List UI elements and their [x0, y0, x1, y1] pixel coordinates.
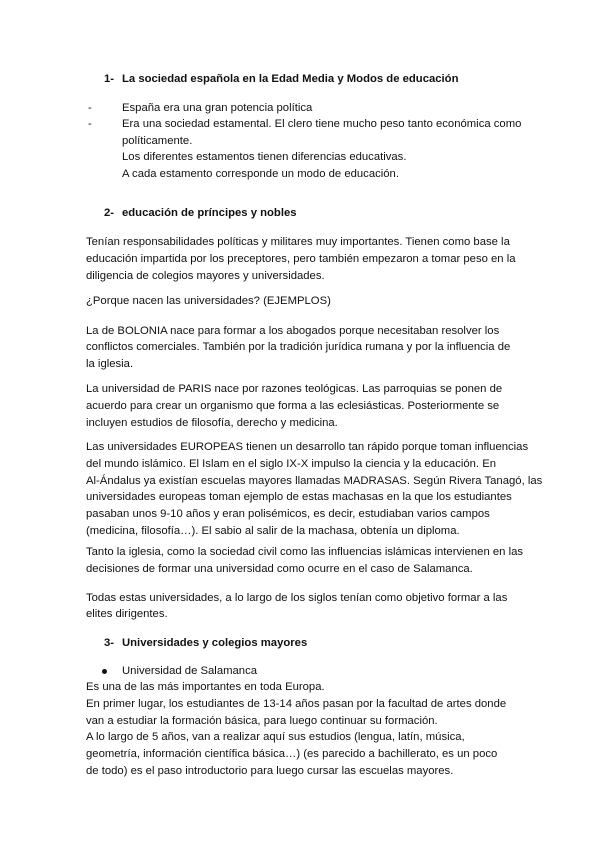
- text-line: diligencia de colegios mayores y universidades.: [86, 270, 325, 282]
- text-line: del mundo islámico. El Islam en el siglo IX-X impulso la ciencia y la educación. En: [86, 458, 497, 470]
- text-line: la iglesia.: [86, 358, 134, 370]
- text-line: A lo largo de 5 años, van a realizar aquí sus estudios (lengua, latín, música,: [86, 731, 465, 743]
- section-heading: educación de príncipes y nobles: [122, 207, 297, 219]
- text-line: La universidad de PARIS nace por razones teológicas. Las parroquias se ponen de: [86, 383, 503, 395]
- dash-bullet: -: [88, 118, 92, 130]
- list-item: Universidad de Salamanca: [122, 665, 258, 677]
- text-line: universidades europeas toman ejemplo de estas machasas en la que los estudiantes: [86, 491, 512, 503]
- text-line: decisiones de formar una universidad como ocurre en el caso de Salamanca.: [86, 563, 473, 575]
- text-line: geometría, información científica básica…) (es parecido a bachillerato, es un poco: [86, 748, 498, 760]
- text-line: incluyen estudios de filosofía, derecho y medicina.: [86, 417, 338, 429]
- question-line: ¿Porque nacen las universidades? (EJEMPLOS): [86, 295, 331, 307]
- bullet-dot-icon: [102, 669, 107, 674]
- list-item: España era una gran potencia política: [122, 102, 313, 114]
- text-line: Tenían responsabilidades políticas y militares muy importantes. Tienen como base la: [86, 236, 510, 248]
- section-number: 2-: [104, 207, 115, 219]
- text-line: Las universidades EUROPEAS tienen un desarrollo tan rápido porque toman influencias: [86, 441, 529, 453]
- text-line: de todo) es el paso introductorio para luego cursar las escuelas mayores.: [86, 765, 454, 777]
- text-line: Todas estas universidades, a lo largo de los siglos tenían como objetivo formar a las: [86, 592, 508, 604]
- section-heading: La sociedad española en la Edad Media y Modos de educación: [122, 73, 459, 85]
- list-item: Era una sociedad estamental. El clero tiene mucho peso tanto económica como: [122, 118, 522, 130]
- text-line: En primer lugar, los estudiantes de 13-14 años pasan por la facultad de artes donde: [86, 698, 507, 710]
- section-heading: Universidades y colegios mayores: [122, 637, 308, 649]
- text-line: A cada estamento corresponde un modo de educación.: [122, 168, 399, 180]
- text-line: La de BOLONIA nace para formar a los abogados porque necesitaban resolver los: [86, 325, 500, 337]
- text-line: Es una de las más importantes en toda Europa.: [86, 681, 325, 693]
- text-line: Tanto la iglesia, como la sociedad civil como las influencias islámicas intervienen en las: [86, 546, 524, 558]
- text-line: (medicina, filosofía…). El sabio al salir de la machasa, obtenía un diploma.: [86, 525, 460, 537]
- text-line: van a estudiar la formación básica, para luego continuar su formación.: [86, 715, 438, 727]
- dash-bullet: -: [88, 102, 92, 114]
- text-line: pasaban unos 9-10 años y eran polisémicos, es decir, estudiaban varios campos: [86, 508, 490, 520]
- text-line: conflictos comerciales. También por la tradición jurídica rumana y por la influencia de: [86, 341, 511, 353]
- text-line: educación impartida por los preceptores, pero también empezaron a tomar peso en la: [86, 253, 516, 265]
- text-line: políticamente.: [122, 135, 193, 147]
- text-line: acuerdo para crear un organismo que forma a las eclesiásticas. Posteriormente se: [86, 400, 500, 412]
- section-number: 3-: [104, 637, 115, 649]
- text-line: Al-Ándalus ya existían escuelas mayores llamadas MADRASAS. Según Rivera Tanagó, las: [86, 475, 543, 487]
- text-line: Los diferentes estamentos tienen diferencias educativas.: [122, 151, 407, 163]
- text-line: elites dirigentes.: [86, 608, 168, 620]
- section-number: 1-: [104, 73, 115, 85]
